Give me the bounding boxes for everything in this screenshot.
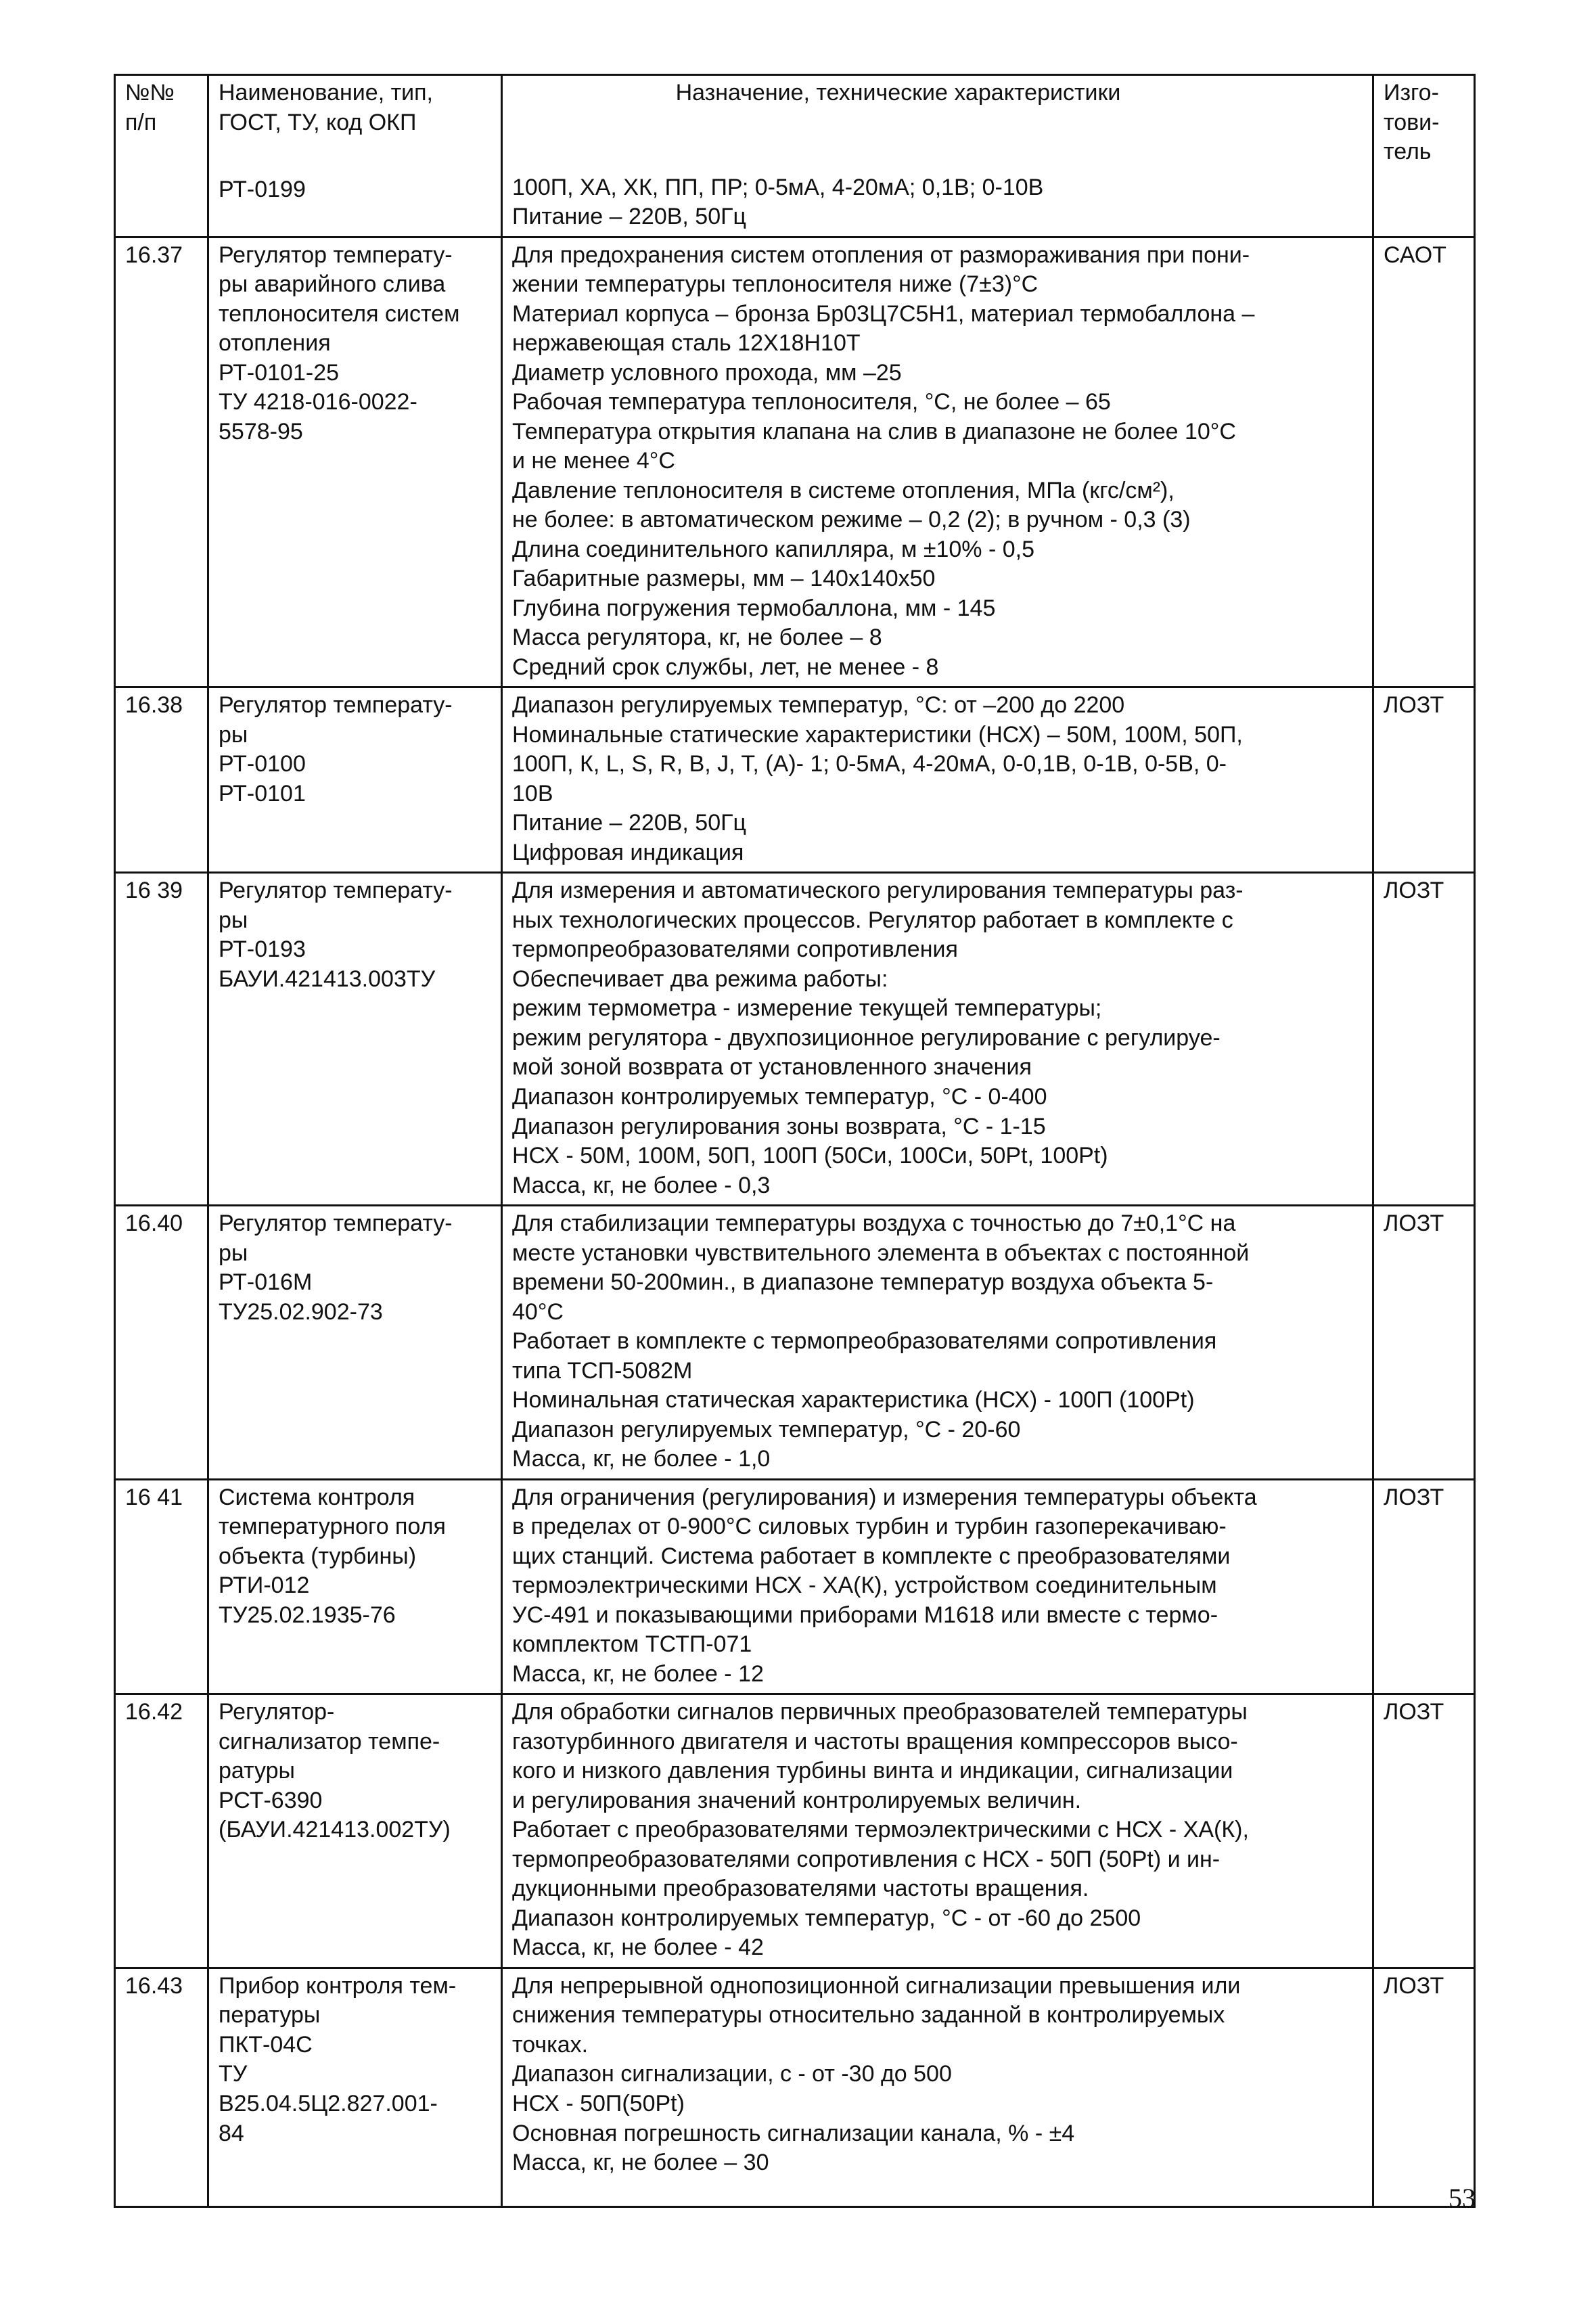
row-desc-line: Глубина погружения термобаллона, мм - 145: [512, 595, 996, 621]
specification-table: [114, 74, 1476, 2208]
row-maker: ЛОЗТ: [1373, 1479, 1475, 1694]
row-name-line: ры: [219, 1240, 248, 1266]
row-name: [208, 1206, 502, 1480]
row-name: [208, 1479, 502, 1694]
row-name-line: Прибор контроля тем-: [219, 1972, 457, 1999]
row-desc-line: Диапазон сигнализации, с - от -30 до 500: [512, 2061, 952, 2087]
row-name: [208, 1694, 502, 1968]
row-name-line: ТУ25.02.1935-76: [219, 1602, 396, 1628]
header-row: [115, 75, 1475, 237]
row-name: [208, 237, 502, 687]
table-row: [115, 1206, 1475, 1480]
row-name-line: Регулятор температу-: [219, 692, 453, 719]
row-maker: САОТ: [1373, 237, 1475, 687]
table-row: [115, 873, 1475, 1206]
row-name-line: ТУ25.02.902-73: [219, 1298, 383, 1325]
row-desc-line: термоэлектрическими НСХ - ХА(К), устройством соединительным: [512, 1572, 1217, 1599]
row-desc-line: дукционными преобразователями частоты вращения.: [512, 1876, 1089, 1902]
row-name-line: Регулятор температу-: [219, 242, 453, 268]
header-name-line: Наименование, тип,: [219, 80, 434, 106]
row-desc-line: нержавеющая сталь 12Х18Н10Т: [512, 330, 861, 357]
row-desc-line: Диапазон регулирования зоны возврата, °С - 1-15: [512, 1113, 1046, 1139]
header-num-line: п/п: [125, 109, 157, 135]
row-desc-line: Температура открытия клапана на слив в диапазоне не более 10°С: [512, 418, 1236, 445]
row-desc-line: НСХ - 50П(50Pt): [512, 2091, 685, 2116]
row-desc-line: жении температуры теплоносителя ниже (7±3)°С: [512, 271, 1039, 298]
row-desc-line: термопреобразователями сопротивления с НСХ - 50П (50Pt) и ин-: [512, 1846, 1221, 1872]
row-name-line: Регулятор температу-: [219, 1210, 453, 1237]
row-num: 16 39: [115, 873, 208, 1206]
row-desc-line: Работает в комплекте с термопреобразователями сопротивления: [512, 1328, 1217, 1355]
row-num: 16 41: [115, 1479, 208, 1694]
header-num: [115, 75, 208, 237]
row-name-line: 84: [219, 2120, 244, 2146]
row-desc-line: режим регулятора - двухпозиционное регулирование с регулируе-: [512, 1024, 1221, 1051]
row-desc-line: Масса, кг, не более – 30: [512, 2150, 769, 2176]
row-desc-line: Работает с преобразователями термоэлектрическими с НСХ - ХА(К),: [512, 1817, 1249, 1843]
row-desc-line: Питание – 220В, 50Гц: [512, 810, 747, 836]
row-desc-line: времени 50-200мин., в диапазоне температур воздуха объекта 5-: [512, 1269, 1214, 1296]
header-desc-line: Назначение, технические характеристики: [675, 80, 1121, 106]
header-name-line: ГОСТ, ТУ, код ОКП: [219, 109, 417, 135]
row-desc-line: не более: в автоматическом режиме – 0,2 (2); в ручном - 0,3 (3): [512, 507, 1191, 533]
row-desc-line: месте установки чувствительного элемента в объектах с постоянной: [512, 1240, 1250, 1266]
table-row: [115, 237, 1475, 687]
row-desc-line: термопреобразователями сопротивления: [512, 936, 958, 963]
row-name-line: Регулятор температу-: [219, 878, 453, 904]
row-desc-line: газотурбинного двигателя и частоты вращения компрессоров высо-: [512, 1728, 1238, 1754]
row-desc-line: Основная погрешность сигнализации канала, % - ±4: [512, 2120, 1075, 2146]
row-desc: [502, 1206, 1373, 1480]
row-maker: ЛОЗТ: [1373, 1206, 1475, 1480]
row-desc-line: Для измерения и автоматического регулирования температуры раз-: [512, 878, 1244, 904]
row-desc-line: 100П, К, L, S, R, B, J, T, (A)- 1; 0-5мА, 4-20мА, 0-0,1В, 0-1В, 0-5В, 0-: [512, 751, 1227, 777]
row-desc-line: 40°С: [512, 1298, 564, 1325]
row-desc-line: Средний срок службы, лет, не менее - 8: [512, 654, 939, 680]
row-desc-line: Питание – 220В, 50Гц: [512, 204, 747, 230]
row-desc-line: Для обработки сигналов первичных преобразователей температуры: [512, 1699, 1248, 1725]
table-row: [115, 1968, 1475, 2206]
row-desc-line: снижения температуры относительно заданной в контролируемых: [512, 2002, 1225, 2029]
row-name-line: РСТ-6390: [219, 1787, 323, 1813]
row-name: [208, 873, 502, 1206]
row-desc-line: Масса, кг, не более - 42: [512, 1934, 764, 1961]
row-desc-line: Масса, кг, не более - 0,3: [512, 1172, 771, 1198]
row-desc-line: Диапазон контролируемых температур, °С - 0-400: [512, 1083, 1047, 1110]
row-name-line: отопления: [219, 330, 331, 357]
row-desc-line: УС-491 и показывающими приборами М1618 или вместе с термо-: [512, 1602, 1218, 1628]
row-desc: [502, 1694, 1373, 1968]
row-name-line: теплоносителя систем: [219, 300, 460, 327]
row-desc: [502, 1968, 1373, 2206]
row-desc: [502, 1479, 1373, 1694]
row-desc-line: 100П, ХА, ХК, ПП, ПР; 0-5мА, 4-20мА; 0,1В; 0-10В: [512, 174, 1044, 200]
row-desc-line: Диаметр условного прохода, мм –25: [512, 359, 902, 386]
row-desc-line: Масса регулятора, кг, не более – 8: [512, 625, 882, 651]
row-name-line: ры: [219, 907, 248, 933]
row-desc-line: НСХ - 50М, 100М, 50П, 100П (50Си, 100Си, 50Pt, 100Pt): [512, 1143, 1108, 1169]
row-name-line: В25.04.5Ц2.827.001-: [219, 2091, 438, 2116]
table-row: [115, 687, 1475, 873]
row-desc-line: Масса, кг, не более - 12: [512, 1660, 764, 1687]
row-name-line: БАУИ.421413.003ТУ: [219, 966, 436, 992]
header-maker-line: Изго-: [1384, 80, 1439, 106]
row-desc-line: Длина соединительного капилляра, м ±10% - 0,5: [512, 536, 1035, 562]
row-desc-line: Масса, кг, не более - 1,0: [512, 1446, 771, 1472]
row-desc-line: точках.: [512, 2031, 589, 2058]
row-name-line: ратуры: [219, 1758, 295, 1784]
row-desc-line: Диапазон регулируемых температур, °С: от –200 до 2200: [512, 692, 1125, 719]
row-desc-line: режим термометра - измерение текущей температуры;: [512, 995, 1102, 1022]
row-name: [208, 687, 502, 873]
row-desc-line: в пределах от 0-900°С силовых турбин и турбин газоперекачиваю-: [512, 1514, 1227, 1540]
row-maker: ЛОЗТ: [1373, 687, 1475, 873]
row-desc-line: Номинальные статические характеристики (НСХ) – 50М, 100М, 50П,: [512, 721, 1243, 748]
row-desc-line: Диапазон регулируемых температур, °С - 20-60: [512, 1416, 1021, 1443]
row-desc: [502, 687, 1373, 873]
row-name-line: температурного поля: [219, 1514, 446, 1540]
row-desc-line: Для непрерывной однопозиционной сигнализации превышения или: [512, 1972, 1241, 1999]
table-row: [115, 1694, 1475, 1968]
row-name-line: Система контроля: [219, 1484, 415, 1510]
row-num: 16.38: [115, 687, 208, 873]
row-num: 16.37: [115, 237, 208, 687]
row-name-line: Регулятор-: [219, 1699, 335, 1725]
row-name-line: РТИ-012: [219, 1572, 310, 1599]
header-maker-line: тель: [1384, 139, 1432, 165]
row-desc-line: Для предохранения систем отопления от размораживания при пони-: [512, 242, 1250, 268]
row-desc-line: Давление теплоносителя в системе отопления, МПа (кгс/см²),: [512, 477, 1175, 503]
row-name-line: РТ-0100: [219, 751, 306, 777]
row-desc-line: комплектом ТСТП-071: [512, 1631, 752, 1658]
row-desc-line: Номинальная статическая характеристика (НСХ) - 100П (100Pt): [512, 1387, 1195, 1413]
row-name-line: объекта (турбины): [219, 1543, 417, 1569]
row-desc: [502, 237, 1373, 687]
row-maker: ЛОЗТ: [1373, 1968, 1475, 2206]
row-desc-line: Габаритные размеры, мм – 140х140х50: [512, 566, 936, 592]
row-desc-line: Для стабилизации температуры воздуха с точностью до 7±0,1°С на: [512, 1210, 1236, 1237]
row-name-line: РТ-0193: [219, 936, 306, 963]
row-name-line: сигнализатор темпе-: [219, 1728, 440, 1754]
row-num: 16.40: [115, 1206, 208, 1480]
row-maker: ЛОЗТ: [1373, 1694, 1475, 1968]
row-name-line: РТ-016М: [219, 1269, 313, 1296]
row-desc-line: кого и низкого давления турбины винта и индикации, сигнализации: [512, 1758, 1233, 1784]
row-name-line: РТ-0199: [219, 177, 306, 203]
row-desc-line: Рабочая температура теплоносителя, °С, не более – 65: [512, 389, 1111, 415]
row-num: 16.42: [115, 1694, 208, 1968]
row-desc-line: Обеспечивает два режима работы:: [512, 966, 888, 992]
row-desc-line: типа ТСП-5082М: [512, 1357, 693, 1384]
row-name-line: (БАУИ.421413.002ТУ): [219, 1817, 451, 1843]
row-desc-line: мой зоной возврата от установленного значения: [512, 1054, 1032, 1081]
row-name-line: РТ-0101-25: [219, 359, 340, 386]
row-desc-line: и не менее 4°С: [512, 448, 675, 474]
row-name-line: ры аварийного слива: [219, 271, 446, 298]
row-desc-line: Цифровая индикация: [512, 839, 744, 865]
row-name-line: ТУ 4218-016-0022-: [219, 389, 417, 415]
table-row: [115, 1479, 1475, 1694]
row-desc-line: ных технологических процессов. Регулятор работает в комплекте с: [512, 907, 1233, 933]
row-desc: [502, 873, 1373, 1206]
page-number: 53: [1449, 2183, 1476, 2213]
row-desc-line: Материал корпуса – бронза Бр03Ц7С5Н1, материал термобаллона –: [512, 300, 1255, 327]
row-desc-line: и регулирования значений контролируемых величин.: [512, 1787, 1082, 1813]
row-name: [208, 1968, 502, 2206]
row-name-line: ры: [219, 721, 248, 748]
row-name-line: пературы: [219, 2002, 321, 2029]
row-maker: ЛОЗТ: [1373, 873, 1475, 1206]
header-name: [208, 75, 502, 237]
header-desc: [502, 75, 1373, 237]
row-name-line: 5578-95: [219, 418, 303, 445]
row-desc-line: 10В: [512, 780, 553, 807]
row-name-line: РТ-0101: [219, 780, 306, 807]
row-name-line: ПКТ-04С: [219, 2031, 313, 2058]
row-desc-line: Диапазон контролируемых температур, °С - от -60 до 2500: [512, 1905, 1141, 1931]
header-num-line: №№: [125, 80, 175, 106]
header-maker: [1373, 75, 1475, 237]
row-name-line: ТУ: [219, 2061, 248, 2087]
row-num: 16.43: [115, 1968, 208, 2206]
header-maker-line: тови-: [1384, 109, 1440, 135]
row-desc-line: щих станций. Система работает в комплекте с преобразователями: [512, 1543, 1231, 1569]
row-desc-line: Для ограничения (регулирования) и измерения температуры объекта: [512, 1484, 1257, 1510]
